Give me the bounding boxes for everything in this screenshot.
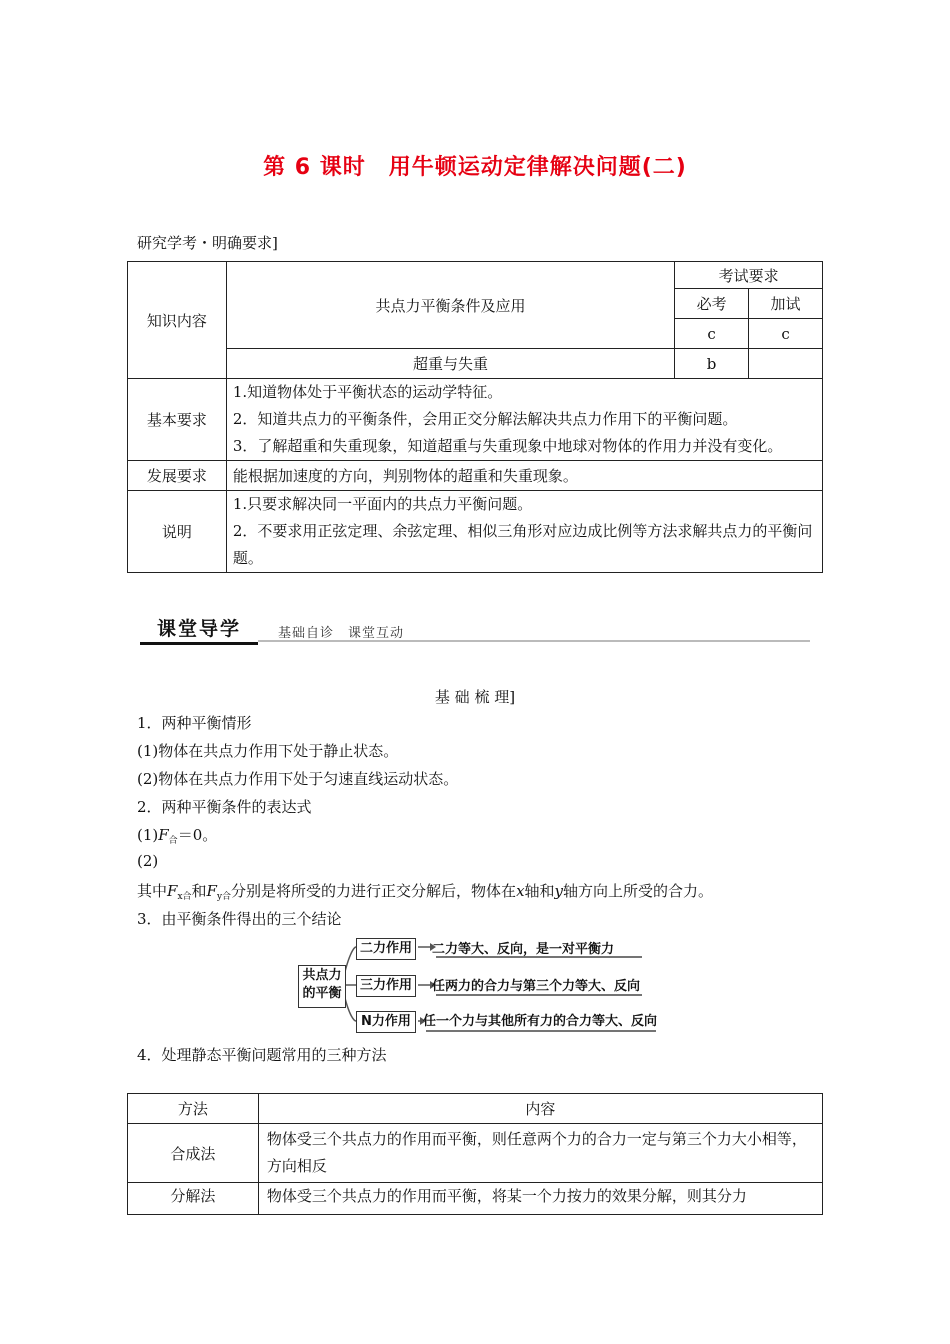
header-method: 方法 <box>128 1094 259 1124</box>
banner-subtitle: 基础自诊 课堂互动 <box>278 626 405 641</box>
note-text-e: 轴方向上所受的合力。 <box>563 882 714 900</box>
section-header: 研究学考・明确要求] <box>137 234 278 252</box>
knowledge-label: 知识内容 <box>128 262 227 379</box>
method-synthesis: 合成法 <box>128 1124 259 1183</box>
axis-x: x <box>516 882 525 900</box>
method-decomposition: 分解法 <box>128 1183 259 1215</box>
basic-item-2: 2．知道共点力的平衡条件，会用正交分解法解决共点力作用下的平衡问题。 <box>232 410 738 428</box>
note-text-a: 其中 <box>137 882 168 900</box>
result-three-force: 任两力的合力与第三个力等大、反向 <box>432 979 641 994</box>
branch-three-force: 三力作用 <box>356 975 416 997</box>
topic-1-extra: c <box>749 319 823 349</box>
point-2a-suffix: ＝0。 <box>177 826 218 844</box>
topic-2-required: b <box>675 349 749 379</box>
topic-2-extra <box>749 349 823 379</box>
point-1: 1．两种平衡情形 <box>137 714 252 732</box>
basic-item-1: 1.知道物体处于平衡状态的运动学特征。 <box>232 383 503 401</box>
methods-table <box>127 1093 823 1215</box>
force-y: F <box>206 882 217 900</box>
point-2-note <box>137 880 713 902</box>
branch-two-force: 二力作用 <box>356 938 416 960</box>
notes <box>226 491 822 573</box>
point-2b: (2) <box>137 852 159 870</box>
requirements-table <box>127 261 823 573</box>
header-content: 内容 <box>258 1094 822 1124</box>
dev-text: 能根据加速度的方向，判别物体的超重和失重现象。 <box>226 461 822 491</box>
point-2a <box>137 824 217 846</box>
force-y-subscript: y合 <box>216 892 232 902</box>
basic-item-3: 3．了解超重和失重现象，知道超重与失重现象中地球对物体的作用力并没有变化。 <box>232 437 783 455</box>
page-title: 第 6 课时 用牛顿运动定律解决问题(二) <box>263 155 687 180</box>
topic-2: 超重与失重 <box>226 349 674 379</box>
point-2a-prefix: (1) <box>137 826 159 844</box>
basics-title: 基 础 梳 理] <box>434 688 516 706</box>
note-text-d: 轴和 <box>524 882 555 900</box>
banner-title: 课堂导学 <box>140 617 258 645</box>
point-2: 2．两种平衡条件的表达式 <box>137 798 312 816</box>
topic-1-required: c <box>675 319 749 349</box>
formula-subscript: 合 <box>168 836 178 846</box>
point-1a: (1)物体在共点力作用下处于静止状态。 <box>137 742 399 760</box>
force-x: F <box>167 882 178 900</box>
axis-y: y <box>554 882 564 900</box>
basic-requirements <box>226 379 822 461</box>
col-extra: 加试 <box>749 289 823 319</box>
force-x-subscript: x合 <box>177 892 192 902</box>
dev-label: 发展要求 <box>128 461 227 491</box>
exam-req-header: 考试要求 <box>675 262 823 289</box>
col-required: 必考 <box>675 289 749 319</box>
formula-force: F <box>158 826 169 844</box>
note-item-2: 2．不要求用正弦定理、余弦定理、相似三角形对应边成比例等方法求解共点力的平衡问题。 <box>232 522 813 567</box>
method-synthesis-content: 物体受三个共点力的作用而平衡，则任意两个力的合力一定与第三个力大小相等，方向相反 <box>258 1124 822 1183</box>
basic-label: 基本要求 <box>128 379 227 461</box>
note-text-c: 分别是将所受的力进行正交分解后，物体在 <box>231 882 517 900</box>
result-two-force: 二力等大、反向，是一对平衡力 <box>432 942 615 957</box>
diagram-root: 共点力的平衡 <box>298 965 346 1008</box>
note-text-b: 和 <box>191 882 207 900</box>
method-decomposition-content: 物体受三个共点力的作用而平衡，将某一个力按力的效果分解，则其分力 <box>258 1183 822 1215</box>
result-n-force: 任一个力与其他所有力的合力等大、反向 <box>423 1014 658 1029</box>
branch-n-force: N力作用 <box>356 1011 416 1033</box>
topic-1: 共点力平衡条件及应用 <box>226 262 674 349</box>
point-4: 4．处理静态平衡问题常用的三种方法 <box>137 1046 387 1064</box>
point-1b: (2)物体在共点力作用下处于匀速直线运动状态。 <box>137 770 459 788</box>
note-label: 说明 <box>128 491 227 573</box>
note-item-1: 1.只要求解决同一平面内的共点力平衡问题。 <box>232 495 533 513</box>
point-3: 3．由平衡条件得出的三个结论 <box>137 910 342 928</box>
